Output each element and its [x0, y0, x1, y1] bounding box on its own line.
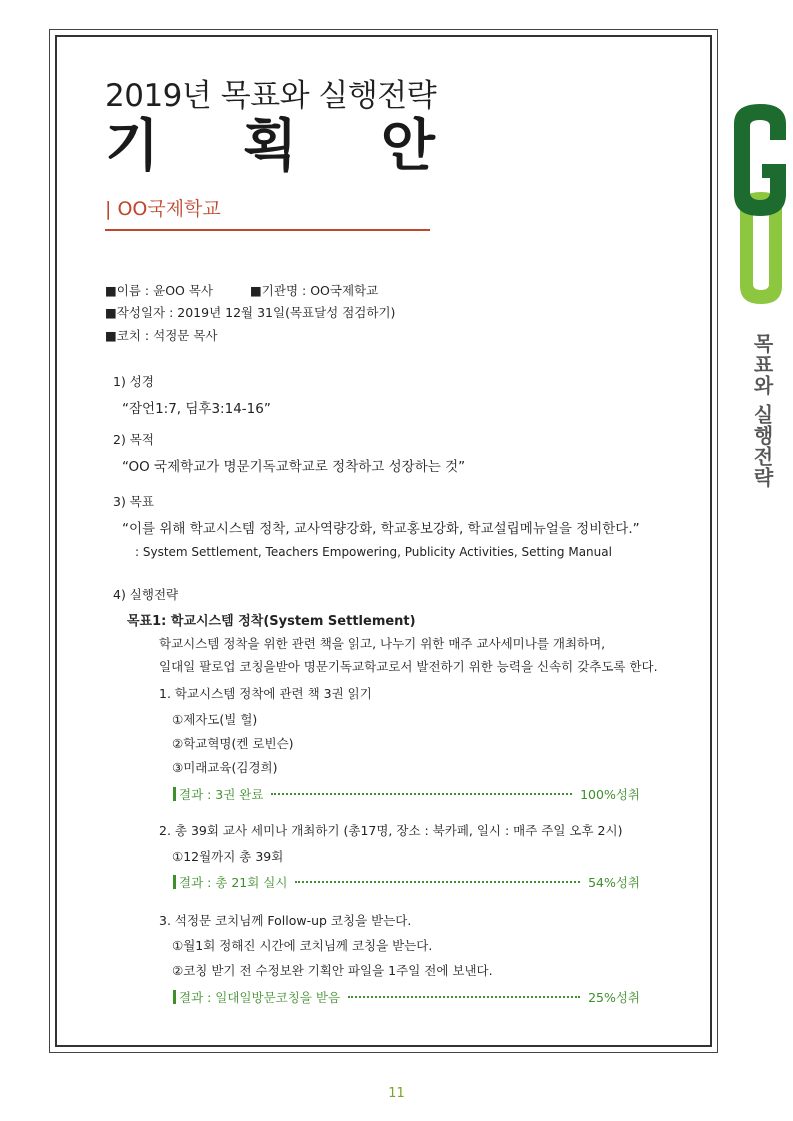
sidebar-vertical-title: 목표와 실행전략	[750, 333, 774, 488]
result-marker	[173, 990, 176, 1004]
item2-result-row	[173, 873, 640, 891]
item3-result-row	[173, 988, 640, 1006]
item3-rate: 25%성취	[588, 990, 640, 1005]
subtitle-char: 획	[242, 114, 298, 179]
goal1-title: 목표1: 학교시스템 정착(System Settlement)	[127, 614, 416, 629]
page-border-inner	[55, 35, 712, 1047]
item3-sub1: ①월1회 정해진 시간에 코치님께 코칭을 받는다.	[172, 938, 433, 953]
section-purpose-title: 2) 목적	[113, 432, 154, 447]
leader-dots	[271, 793, 572, 795]
item2-rate: 54%성취	[588, 875, 640, 890]
go-logo	[730, 100, 792, 310]
info-name: ■이름 : 윤OO 목사	[105, 283, 213, 298]
item3-sub2: ②코칭 받기 전 수정보완 기획안 파일을 1주일 전에 보낸다.	[172, 963, 493, 978]
info-org: ■기관명 : OO국제학교	[250, 283, 379, 298]
goal1-desc-line2: 일대일 팔로업 코칭을받아 명문기독교학교로서 발전하기 위한 능력을 신속히 갖추도록 한다.	[159, 659, 658, 674]
section-bible-quote: “잠언1:7, 딤후3:14-16”	[122, 401, 271, 417]
section-purpose-quote: “OO 국제학교가 명문기독교학교로 정착하고 성장하는 것”	[122, 459, 466, 475]
info-coach: ■코치 : 석정문 목사	[105, 328, 218, 343]
subtitle-char: 안	[380, 114, 435, 179]
school-underline	[105, 229, 430, 231]
item1-rate: 100%성취	[580, 787, 640, 802]
section-goal-english: : System Settlement, Teachers Empowering, Publicity Activities, Setting Manual	[135, 545, 612, 559]
item2-result: 결과 : 총 21회 실시	[179, 875, 288, 890]
item1-sub2: ②학교혁명(켄 로빈슨)	[172, 736, 294, 751]
item2-sub1: ①12월까지 총 39회	[172, 849, 284, 864]
item1-result: 결과 : 3권 완료	[179, 787, 264, 802]
result-marker	[173, 875, 176, 889]
section-bible-title: 1) 성경	[113, 374, 154, 389]
info-date: ■작성일자 : 2019년 12월 31일(목표달성 점검하기)	[105, 305, 396, 320]
item1-sub3: ③미래교육(김경희)	[172, 760, 278, 775]
page-number: 11	[388, 1086, 405, 1101]
item2-title: 2. 총 39회 교사 세미나 개최하기 (총17명, 장소 : 북카페, 일시 : 매주 주일 오후 2시)	[159, 823, 623, 838]
section-goal-quote: “이를 위해 학교시스템 정착, 교사역량강화, 학교홍보강화, 학교설립메뉴얼을 정비한다.”	[122, 521, 640, 537]
document-title: 2019년 목표와 실행전략	[105, 78, 437, 114]
section-strategy-title: 4) 실행전략	[113, 587, 179, 602]
item3-title: 3. 석정문 코치님께 Follow-up 코칭을 받는다.	[159, 913, 412, 928]
item3-result: 결과 : 일대일방문코칭을 받음	[179, 990, 341, 1005]
item1-title: 1. 학교시스템 정착에 관련 책 3권 읽기	[159, 686, 372, 701]
leader-dots	[348, 996, 580, 998]
item1-result-row	[173, 785, 640, 803]
subtitle-char: 기	[105, 114, 160, 179]
section-goal-title: 3) 목표	[113, 494, 154, 509]
item1-sub1: ①제자도(빌 헐)	[172, 712, 258, 727]
document-subtitle	[105, 112, 435, 182]
result-marker	[173, 787, 176, 801]
school-name: | OO국제학교	[105, 198, 221, 220]
leader-dots	[295, 881, 580, 883]
goal1-desc-line1: 학교시스템 정착을 위한 관련 책을 읽고, 나누기 위한 매주 교사세미나를 개최하며,	[159, 636, 606, 651]
